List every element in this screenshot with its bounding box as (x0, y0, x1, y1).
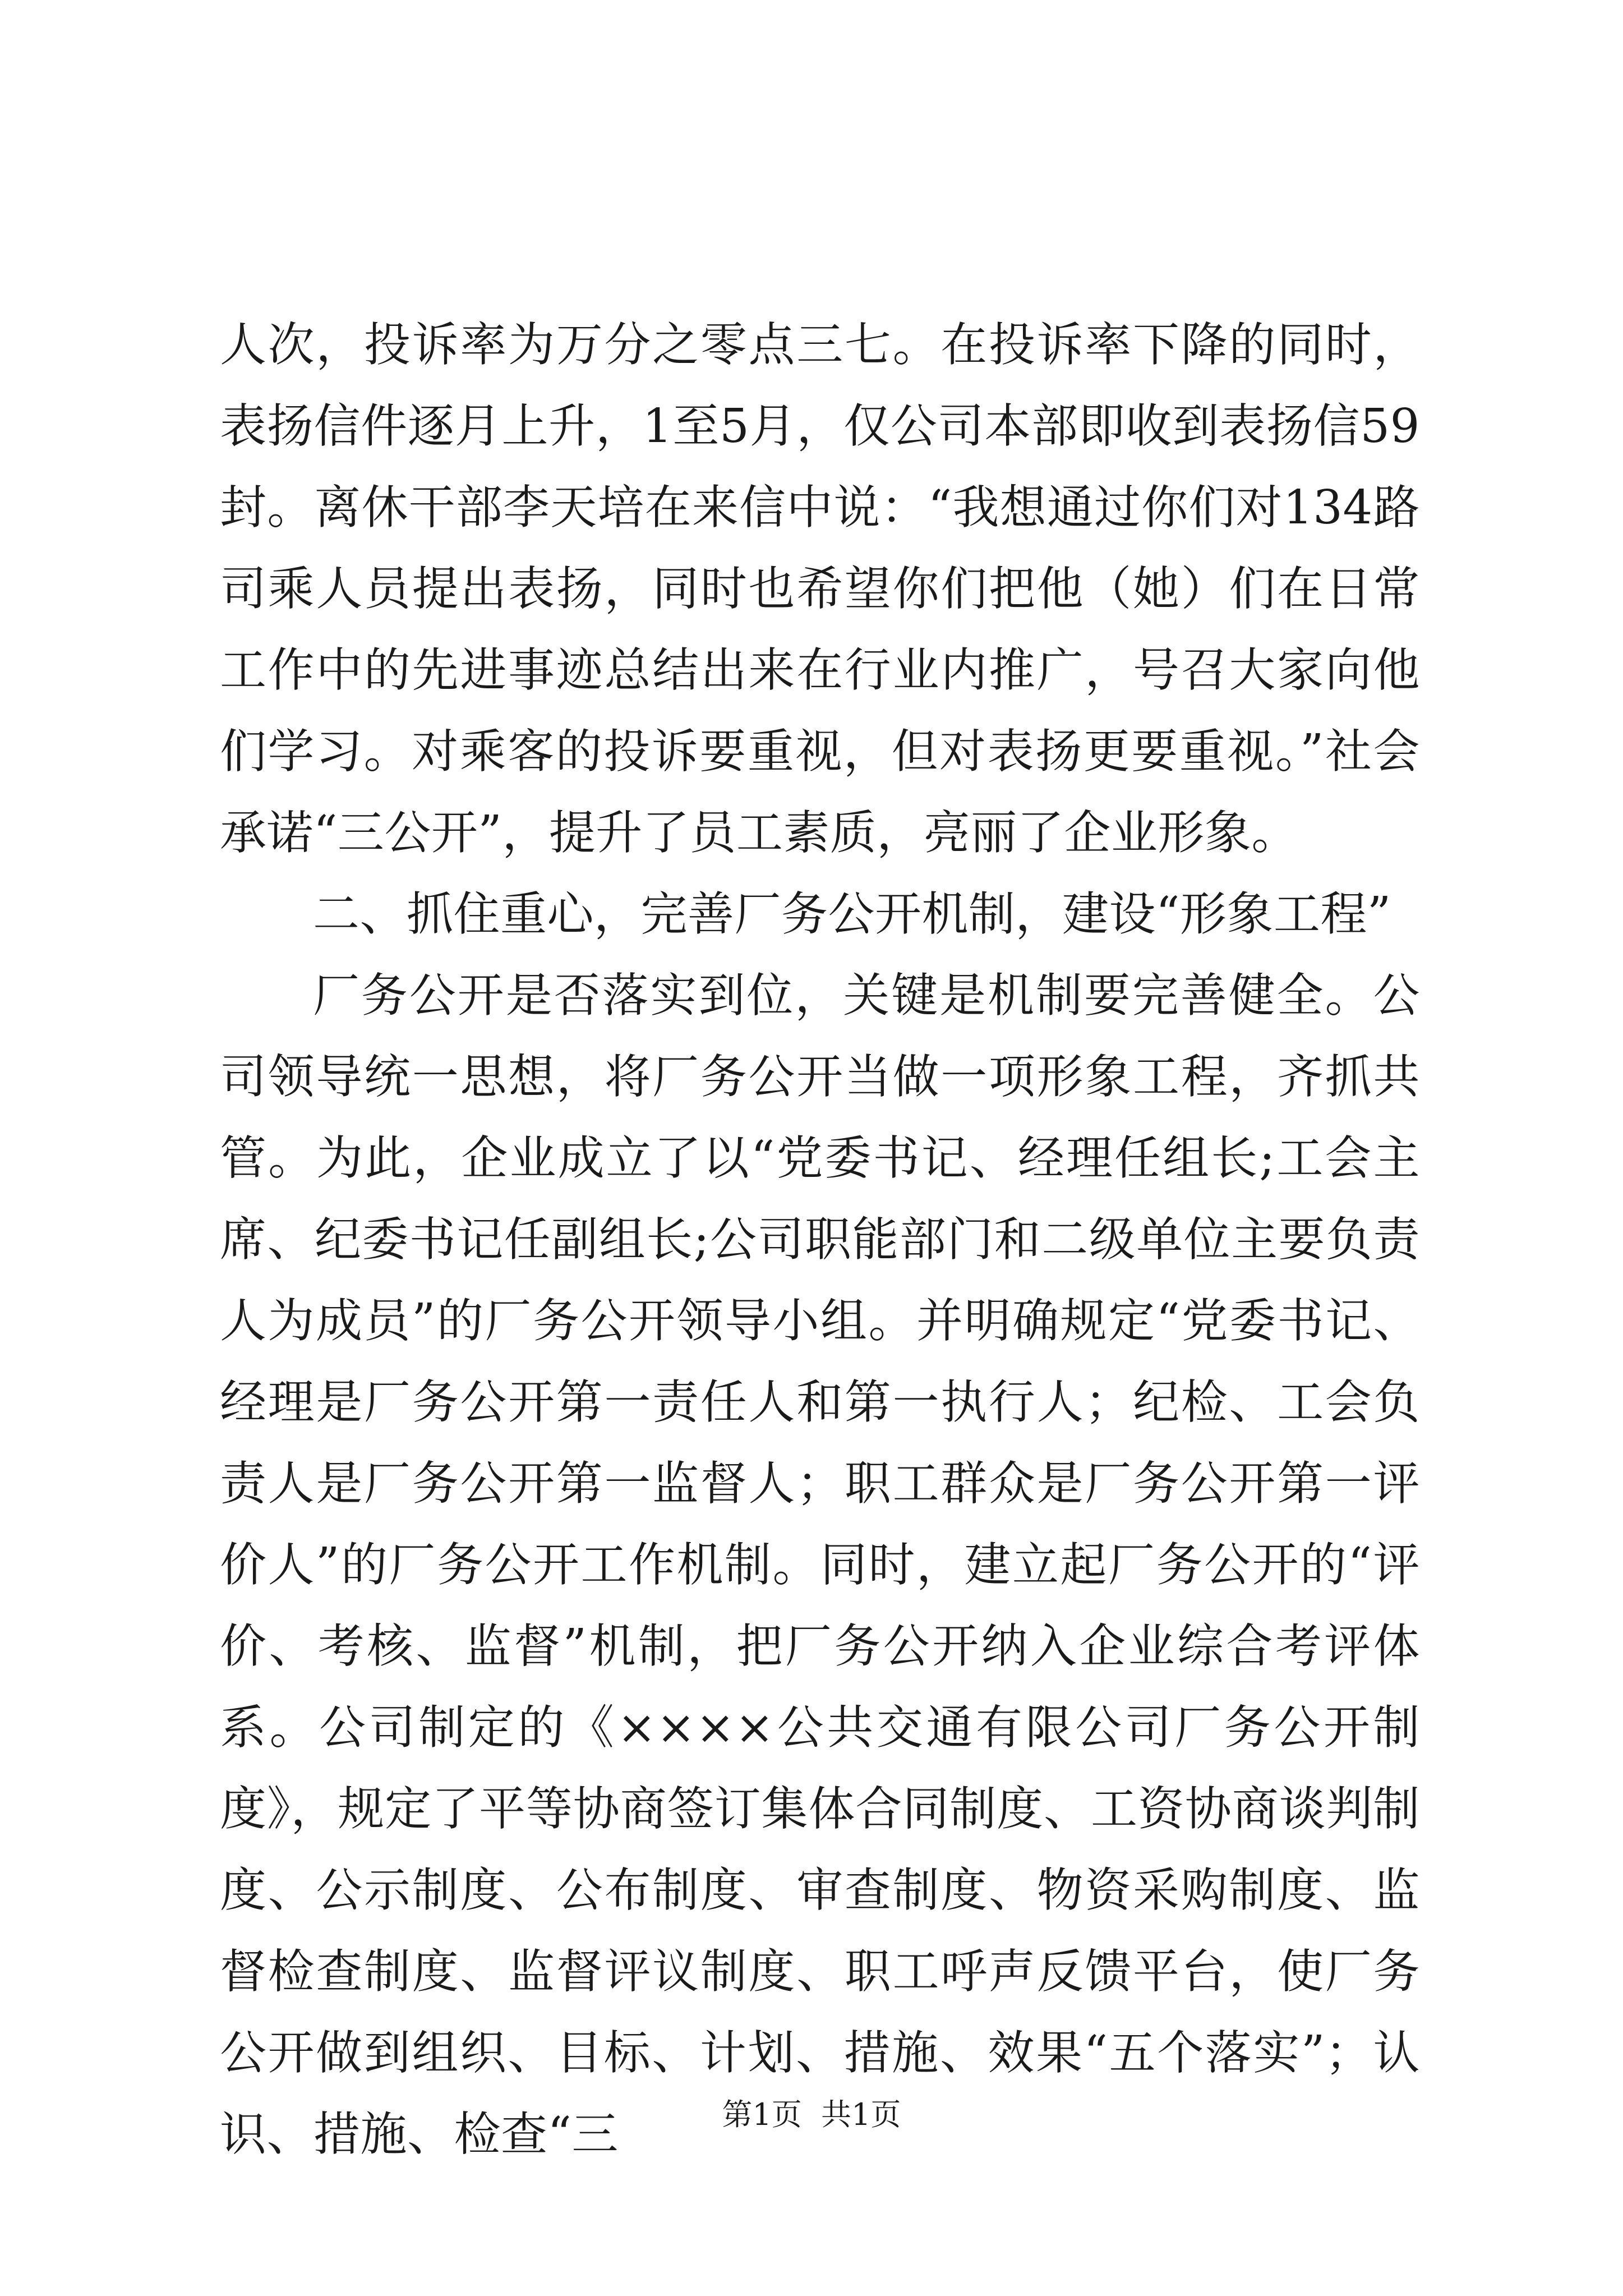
page-number-label: 第1页 共1页 (722, 2097, 901, 2132)
page-footer (0, 2095, 1623, 2134)
paragraph-body: 厂务公开是否落实到位，关键是机制要完善健全。公司领导统一思想，将厂务公开当做一项形象工程，齐抓共管。为此，企业成立了以“党委书记、经理任组长;工会主席、纪委书记任副组长;公司职能部门和二级单位主要负责人为成员”的厂务公开领导小组。并明确规定“党委书记、经理是厂务公开第一责任人和第一执行人；纪检、工会负责人是厂务公开第一监督人；职工群众是厂务公开第一评价人”的厂务公开工作机制。同时，建立起厂务公开的“评价、考核、监督”机制，把厂务公开纳入企业综合考评体系。公司制定的《××××公共交通有限公司厂务公开制度》，规定了平等协商签订集体合同制度、工资协商谈判制度、公示制度、公布制度、审查制度、物资采购制度、监督检查制度、监督评议制度、职工呼声反馈平台，使厂务公开做到组织、目标、计划、措施、效果“五个落实”；认识、措施、检查“三 (220, 968, 1420, 2161)
paragraph-continuation: 人次，投诉率为万分之零点三七。在投诉率下降的同时，表扬信件逐月上升，1至5月，仅公司本部即收到表扬信59封。离休干部李天培在来信中说：“我想通过你们对134路司乘人员提出表扬，同时也希望你们把他（她）们在日常工作中的先进事迹总结出来在行业内推广，号召大家向他们学习。对乘客的投诉要重视，但对表扬更要重视。”社会承诺“三公开”，提升了员工素质，亮丽了企业形象。 (220, 318, 1420, 860)
section-heading: 二、抓住重心，完善厂务公开机制，建设“形象工程” (313, 887, 1391, 941)
document-body (220, 304, 1420, 2175)
